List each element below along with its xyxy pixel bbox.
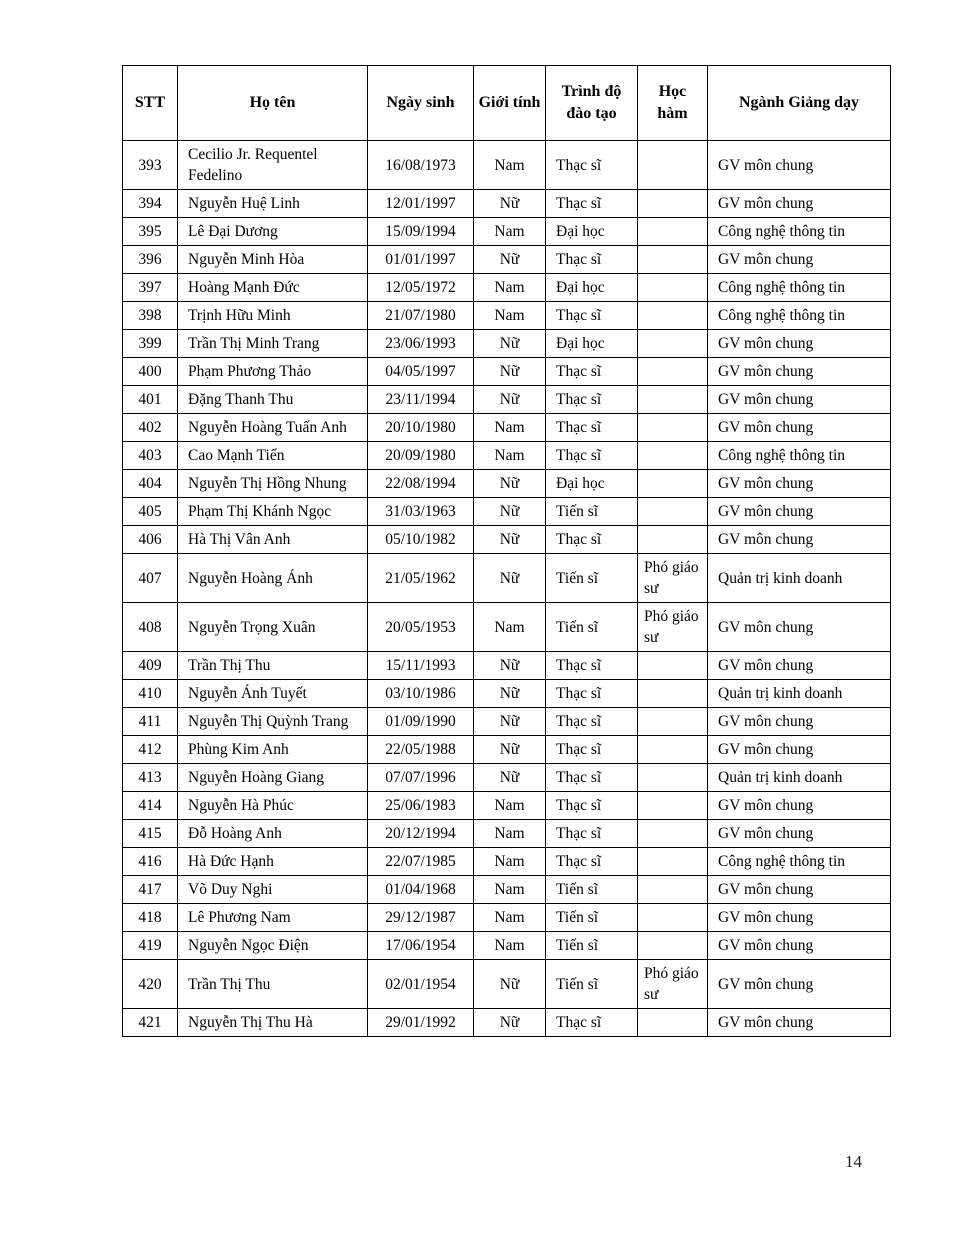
cell-academic-title <box>638 680 708 708</box>
cell-academic-title <box>638 141 708 190</box>
cell-dob: 23/11/1994 <box>368 386 474 414</box>
table-row <box>123 498 891 526</box>
cell-academic-title <box>638 274 708 302</box>
cell-field: GV môn chung <box>708 141 891 190</box>
cell-degree: Tiến sĩ <box>546 960 638 1009</box>
cell-degree: Thạc sĩ <box>546 1009 638 1037</box>
cell-stt: 399 <box>123 330 178 358</box>
cell-dob: 20/09/1980 <box>368 442 474 470</box>
cell-gender: Nam <box>474 218 546 246</box>
cell-field: Quản trị kinh doanh <box>708 764 891 792</box>
table-row <box>123 764 891 792</box>
cell-name: Nguyễn Minh Hòa <box>178 246 368 274</box>
column-header-academic-title: Học hàm <box>638 66 708 141</box>
cell-field: GV môn chung <box>708 386 891 414</box>
cell-field: GV môn chung <box>708 498 891 526</box>
table-row <box>123 1009 891 1037</box>
cell-stt: 411 <box>123 708 178 736</box>
cell-field: GV môn chung <box>708 1009 891 1037</box>
cell-name: Trần Thị Thu <box>178 960 368 1009</box>
cell-name: Phùng Kim Anh <box>178 736 368 764</box>
cell-name: Nguyễn Hoàng Tuấn Anh <box>178 414 368 442</box>
cell-dob: 03/10/1986 <box>368 680 474 708</box>
cell-gender: Nữ <box>474 330 546 358</box>
cell-degree: Tiến sĩ <box>546 603 638 652</box>
cell-academic-title <box>638 932 708 960</box>
cell-dob: 31/03/1963 <box>368 498 474 526</box>
table-row <box>123 414 891 442</box>
cell-degree: Thạc sĩ <box>546 302 638 330</box>
cell-gender: Nữ <box>474 554 546 603</box>
cell-gender: Nữ <box>474 246 546 274</box>
cell-academic-title <box>638 442 708 470</box>
cell-stt: 419 <box>123 932 178 960</box>
cell-field: Công nghệ thông tin <box>708 302 891 330</box>
cell-field: GV môn chung <box>708 876 891 904</box>
table-row <box>123 960 891 1009</box>
cell-stt: 413 <box>123 764 178 792</box>
cell-gender: Nam <box>474 820 546 848</box>
cell-field: GV môn chung <box>708 603 891 652</box>
cell-stt: 401 <box>123 386 178 414</box>
cell-dob: 05/10/1982 <box>368 526 474 554</box>
table-row <box>123 218 891 246</box>
table-row <box>123 246 891 274</box>
cell-name: Hoàng Mạnh Đức <box>178 274 368 302</box>
column-header-degree: Trình độ đào tạo <box>546 66 638 141</box>
cell-dob: 12/05/1972 <box>368 274 474 302</box>
cell-academic-title <box>638 526 708 554</box>
cell-gender: Nữ <box>474 190 546 218</box>
cell-gender: Nữ <box>474 1009 546 1037</box>
cell-field: GV môn chung <box>708 820 891 848</box>
cell-field: GV môn chung <box>708 526 891 554</box>
table-row <box>123 358 891 386</box>
cell-field: Quản trị kinh doanh <box>708 680 891 708</box>
cell-degree: Thạc sĩ <box>546 386 638 414</box>
column-header-stt: STT <box>123 66 178 141</box>
cell-degree: Thạc sĩ <box>546 652 638 680</box>
teachers-table <box>122 65 891 1037</box>
cell-stt: 421 <box>123 1009 178 1037</box>
table-row <box>123 386 891 414</box>
table-row <box>123 141 891 190</box>
cell-dob: 20/10/1980 <box>368 414 474 442</box>
cell-gender: Nam <box>474 302 546 330</box>
cell-stt: 394 <box>123 190 178 218</box>
cell-field: GV môn chung <box>708 932 891 960</box>
cell-field: GV môn chung <box>708 414 891 442</box>
cell-name: Võ Duy Nghi <box>178 876 368 904</box>
table-row <box>123 792 891 820</box>
cell-name: Hà Đức Hạnh <box>178 848 368 876</box>
cell-field: GV môn chung <box>708 792 891 820</box>
cell-field: GV môn chung <box>708 330 891 358</box>
cell-academic-title <box>638 848 708 876</box>
cell-dob: 20/12/1994 <box>368 820 474 848</box>
cell-gender: Nữ <box>474 680 546 708</box>
cell-academic-title <box>638 652 708 680</box>
cell-academic-title: Phó giáo sư <box>638 603 708 652</box>
column-header-dob: Ngày sinh <box>368 66 474 141</box>
cell-dob: 15/11/1993 <box>368 652 474 680</box>
table-row <box>123 442 891 470</box>
page-number: 14 <box>845 1152 862 1171</box>
cell-dob: 25/06/1983 <box>368 792 474 820</box>
column-header-name: Họ tên <box>178 66 368 141</box>
cell-dob: 21/05/1962 <box>368 554 474 603</box>
cell-name: Nguyễn Huệ Linh <box>178 190 368 218</box>
cell-name: Cecilio Jr. Requentel Fedelino <box>178 141 368 190</box>
cell-field: GV môn chung <box>708 190 891 218</box>
cell-degree: Thạc sĩ <box>546 442 638 470</box>
cell-academic-title <box>638 470 708 498</box>
cell-degree: Tiến sĩ <box>546 876 638 904</box>
cell-gender: Nam <box>474 274 546 302</box>
cell-academic-title: Phó giáo sư <box>638 960 708 1009</box>
cell-stt: 412 <box>123 736 178 764</box>
cell-degree: Thạc sĩ <box>546 792 638 820</box>
cell-field: GV môn chung <box>708 708 891 736</box>
cell-name: Nguyễn Thị Thu Hà <box>178 1009 368 1037</box>
cell-name: Nguyễn Thị Quỳnh Trang <box>178 708 368 736</box>
cell-gender: Nữ <box>474 526 546 554</box>
cell-stt: 396 <box>123 246 178 274</box>
table-row <box>123 848 891 876</box>
table-row <box>123 554 891 603</box>
cell-degree: Đại học <box>546 274 638 302</box>
cell-name: Nguyễn Hoàng Giang <box>178 764 368 792</box>
cell-field: GV môn chung <box>708 904 891 932</box>
cell-name: Hà Thị Vân Anh <box>178 526 368 554</box>
table-row <box>123 330 891 358</box>
cell-academic-title <box>638 218 708 246</box>
cell-gender: Nữ <box>474 736 546 764</box>
cell-stt: 418 <box>123 904 178 932</box>
cell-dob: 16/08/1973 <box>368 141 474 190</box>
table-row <box>123 470 891 498</box>
cell-degree: Tiến sĩ <box>546 904 638 932</box>
cell-field: Công nghệ thông tin <box>708 442 891 470</box>
cell-dob: 15/09/1994 <box>368 218 474 246</box>
cell-field: GV môn chung <box>708 960 891 1009</box>
cell-degree: Tiến sĩ <box>546 932 638 960</box>
cell-stt: 408 <box>123 603 178 652</box>
cell-degree: Đại học <box>546 470 638 498</box>
cell-academic-title <box>638 302 708 330</box>
table-row <box>123 190 891 218</box>
cell-field: GV môn chung <box>708 470 891 498</box>
cell-degree: Thạc sĩ <box>546 358 638 386</box>
table-row <box>123 876 891 904</box>
cell-name: Nguyễn Hà Phúc <box>178 792 368 820</box>
cell-field: Quản trị kinh doanh <box>708 554 891 603</box>
cell-academic-title <box>638 764 708 792</box>
cell-dob: 20/05/1953 <box>368 603 474 652</box>
cell-stt: 397 <box>123 274 178 302</box>
cell-dob: 07/07/1996 <box>368 764 474 792</box>
cell-stt: 393 <box>123 141 178 190</box>
table-row <box>123 526 891 554</box>
cell-gender: Nữ <box>474 386 546 414</box>
cell-name: Nguyễn Trọng Xuân <box>178 603 368 652</box>
cell-gender: Nam <box>474 141 546 190</box>
cell-gender: Nam <box>474 848 546 876</box>
cell-degree: Thạc sĩ <box>546 820 638 848</box>
cell-name: Cao Mạnh Tiến <box>178 442 368 470</box>
cell-gender: Nữ <box>474 498 546 526</box>
cell-academic-title <box>638 904 708 932</box>
cell-degree: Đại học <box>546 330 638 358</box>
cell-stt: 409 <box>123 652 178 680</box>
cell-gender: Nam <box>474 932 546 960</box>
cell-gender: Nam <box>474 876 546 904</box>
cell-stt: 398 <box>123 302 178 330</box>
cell-academic-title <box>638 876 708 904</box>
cell-dob: 02/01/1954 <box>368 960 474 1009</box>
cell-gender: Nữ <box>474 960 546 1009</box>
cell-stt: 403 <box>123 442 178 470</box>
cell-dob: 12/01/1997 <box>368 190 474 218</box>
cell-stt: 406 <box>123 526 178 554</box>
cell-academic-title <box>638 792 708 820</box>
cell-gender: Nam <box>474 792 546 820</box>
cell-academic-title <box>638 736 708 764</box>
cell-name: Lê Phương Nam <box>178 904 368 932</box>
table-row <box>123 708 891 736</box>
cell-degree: Đại học <box>546 218 638 246</box>
column-header-gender: Giới tính <box>474 66 546 141</box>
cell-gender: Nữ <box>474 652 546 680</box>
cell-dob: 23/06/1993 <box>368 330 474 358</box>
cell-academic-title <box>638 330 708 358</box>
table-row <box>123 603 891 652</box>
cell-name: Lê Đại Dương <box>178 218 368 246</box>
cell-degree: Thạc sĩ <box>546 736 638 764</box>
cell-degree: Thạc sĩ <box>546 708 638 736</box>
cell-gender: Nam <box>474 603 546 652</box>
cell-dob: 29/12/1987 <box>368 904 474 932</box>
cell-name: Đặng Thanh Thu <box>178 386 368 414</box>
cell-name: Phạm Phương Thảo <box>178 358 368 386</box>
cell-dob: 01/09/1990 <box>368 708 474 736</box>
cell-name: Trần Thị Thu <box>178 652 368 680</box>
cell-field: GV môn chung <box>708 736 891 764</box>
cell-gender: Nam <box>474 442 546 470</box>
cell-stt: 404 <box>123 470 178 498</box>
table-body <box>123 141 891 1037</box>
table-header-row <box>123 66 891 141</box>
cell-dob: 29/01/1992 <box>368 1009 474 1037</box>
cell-stt: 416 <box>123 848 178 876</box>
cell-degree: Thạc sĩ <box>546 414 638 442</box>
table-row <box>123 736 891 764</box>
cell-stt: 417 <box>123 876 178 904</box>
cell-stt: 420 <box>123 960 178 1009</box>
cell-gender: Nữ <box>474 708 546 736</box>
cell-degree: Thạc sĩ <box>546 246 638 274</box>
cell-gender: Nam <box>474 904 546 932</box>
cell-field: GV môn chung <box>708 246 891 274</box>
table-row <box>123 274 891 302</box>
cell-gender: Nữ <box>474 358 546 386</box>
table-row <box>123 302 891 330</box>
cell-dob: 22/07/1985 <box>368 848 474 876</box>
cell-degree: Thạc sĩ <box>546 680 638 708</box>
cell-academic-title <box>638 190 708 218</box>
cell-dob: 17/06/1954 <box>368 932 474 960</box>
cell-degree: Tiến sĩ <box>546 498 638 526</box>
cell-name: Trịnh Hữu Minh <box>178 302 368 330</box>
table-row <box>123 932 891 960</box>
cell-stt: 415 <box>123 820 178 848</box>
cell-gender: Nam <box>474 414 546 442</box>
cell-name: Nguyễn Ngọc Điện <box>178 932 368 960</box>
cell-dob: 21/07/1980 <box>368 302 474 330</box>
cell-name: Nguyễn Hoàng Ánh <box>178 554 368 603</box>
cell-dob: 22/08/1994 <box>368 470 474 498</box>
cell-dob: 01/04/1968 <box>368 876 474 904</box>
cell-name: Trần Thị Minh Trang <box>178 330 368 358</box>
cell-degree: Thạc sĩ <box>546 526 638 554</box>
cell-name: Nguyễn Thị Hồng Nhung <box>178 470 368 498</box>
cell-degree: Thạc sĩ <box>546 764 638 792</box>
cell-degree: Tiến sĩ <box>546 554 638 603</box>
cell-name: Phạm Thị Khánh Ngọc <box>178 498 368 526</box>
cell-academic-title <box>638 820 708 848</box>
table-row <box>123 820 891 848</box>
cell-field: GV môn chung <box>708 652 891 680</box>
cell-stt: 400 <box>123 358 178 386</box>
cell-stt: 405 <box>123 498 178 526</box>
cell-academic-title <box>638 708 708 736</box>
cell-field: GV môn chung <box>708 358 891 386</box>
cell-academic-title <box>638 386 708 414</box>
cell-dob: 04/05/1997 <box>368 358 474 386</box>
cell-degree: Thạc sĩ <box>546 141 638 190</box>
cell-degree: Thạc sĩ <box>546 190 638 218</box>
cell-field: Công nghệ thông tin <box>708 274 891 302</box>
cell-field: Công nghệ thông tin <box>708 218 891 246</box>
cell-academic-title <box>638 498 708 526</box>
cell-academic-title <box>638 246 708 274</box>
table-row <box>123 904 891 932</box>
table-header <box>123 66 891 141</box>
cell-academic-title <box>638 1009 708 1037</box>
cell-gender: Nữ <box>474 764 546 792</box>
cell-name: Đỗ Hoàng Anh <box>178 820 368 848</box>
cell-stt: 414 <box>123 792 178 820</box>
cell-stt: 410 <box>123 680 178 708</box>
cell-academic-title: Phó giáo sư <box>638 554 708 603</box>
table-row <box>123 680 891 708</box>
cell-gender: Nữ <box>474 470 546 498</box>
cell-stt: 407 <box>123 554 178 603</box>
cell-stt: 395 <box>123 218 178 246</box>
cell-field: Công nghệ thông tin <box>708 848 891 876</box>
column-header-field: Ngành Giảng dạy <box>708 66 891 141</box>
cell-dob: 22/05/1988 <box>368 736 474 764</box>
table-row <box>123 652 891 680</box>
cell-name: Nguyễn Ánh Tuyết <box>178 680 368 708</box>
cell-stt: 402 <box>123 414 178 442</box>
cell-academic-title <box>638 414 708 442</box>
cell-academic-title <box>638 358 708 386</box>
cell-degree: Thạc sĩ <box>546 848 638 876</box>
cell-dob: 01/01/1997 <box>368 246 474 274</box>
